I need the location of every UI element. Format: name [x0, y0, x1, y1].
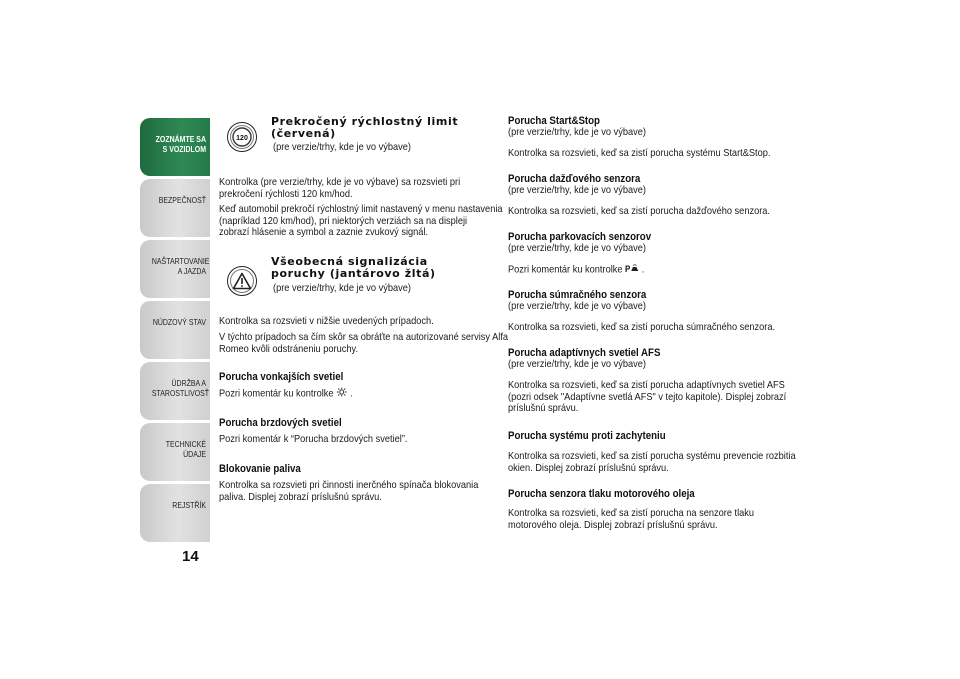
startstop-subtitle: (pre verzie/trhy, kde je vo výbave)	[508, 126, 646, 138]
dusk-sensor-heading: Porucha súmračného senzora	[508, 289, 647, 301]
general-warning-subtitle: (pre verzie/trhy, kde je vo výbave)	[273, 282, 411, 294]
speed-limit-title-line2: (červená)	[271, 127, 336, 140]
afs-heading: Porucha adaptívnych svetiel AFS	[508, 347, 661, 359]
afs-subtitle: (pre verzie/trhy, kde je vo výbave)	[508, 358, 646, 370]
tab-rejstrik[interactable]	[140, 484, 210, 542]
exterior-lights-heading: Porucha vonkajších svetiel	[219, 371, 344, 383]
tab-label: NÚDZOVÝ STAV	[152, 317, 206, 327]
text-line: zobrazí hlásenie a symbol a zaznie zvukový signál.	[219, 226, 429, 238]
text-line: (napríklad 120 km/hod), pri niektorých verziách sa na displeji	[219, 214, 468, 227]
tab-nudzovy-stav[interactable]	[140, 301, 210, 359]
general-warning-paragraph-2	[219, 332, 508, 355]
tab-nastartovanie[interactable]	[140, 240, 210, 298]
tab-label: ÚDRŽBA A STAROSTLIVOSŤ	[151, 378, 210, 398]
page-number: 14	[182, 548, 199, 565]
text-line: motorového oleja. Displej zobrazí príslušnú správu.	[508, 518, 718, 531]
startstop-text: Kontrolka sa rozsvieti, keď sa zistí porucha systému Start&Stop.	[508, 147, 771, 159]
oil-pressure-text	[508, 508, 754, 531]
text-line: Kontrolka sa rozsvieti, keď sa zistí porucha adaptívnych svetiel AFS	[508, 379, 785, 391]
text-line: Kontrolka sa rozsvieti v nižšie uvedených prípadoch.	[219, 315, 434, 327]
svg-text:P: P	[625, 263, 631, 273]
tab-label: TECHNICKÉ ÚDAJE	[165, 439, 206, 459]
oil-pressure-heading: Porucha senzora tlaku motorového oleja	[508, 488, 695, 500]
rain-sensor-subtitle: (pre verzie/trhy, kde je vo výbave)	[508, 184, 646, 196]
text-line: príslušnú správu.	[508, 402, 579, 414]
tab-label: NAŠTARTOVANIE A JAZDA	[151, 256, 210, 276]
general-warning-title	[271, 256, 436, 280]
brake-lights-heading: Porucha brzdových svetiel	[219, 417, 342, 429]
parking-sensors-heading: Porucha parkovacích senzorov	[508, 231, 652, 243]
parking-sensor-icon	[625, 263, 639, 277]
general-warning-title-line1: Všeobecná signalizácia	[271, 255, 428, 268]
text-line: (pozri odsek "Adaptívne svetlá AFS" v tejto kapitole). Displej zobrazí	[508, 390, 787, 403]
tab-udrzba[interactable]	[140, 362, 210, 420]
general-warning-triangle-icon	[227, 266, 257, 296]
dusk-sensor-text: Kontrolka sa rozsvieti, keď sa zistí porucha súmračného senzora.	[508, 321, 776, 333]
text-line: paliva. Displej zobrazí príslušnú správu.	[219, 490, 382, 503]
exterior-lights-text	[219, 387, 353, 401]
fuel-cutoff-heading: Blokovanie paliva	[219, 463, 301, 475]
general-warning-paragraph-1	[219, 316, 434, 328]
brake-lights-text: Pozri komentár k “Porucha brzdových svetiel”.	[219, 433, 408, 445]
tab-label: REJSTŘÍK	[172, 500, 206, 510]
tab-bezpecnost[interactable]	[140, 179, 210, 237]
text-line: okien. Displej zobrazí príslušnú správu.	[508, 461, 669, 474]
speed-limit-120-icon	[227, 122, 257, 152]
general-warning-title-line2: poruchy (jantárovo žltá)	[271, 267, 436, 280]
text-line: Romeo kvôli odstráneniu poruchy.	[219, 342, 359, 355]
text-fragment: Pozri komentár ku kontrolke	[219, 387, 334, 400]
text-line: Kontrolka sa rozsvieti pri činnosti inerčného spínača blokovania	[219, 479, 479, 491]
chapter-sidebar	[140, 118, 210, 545]
speed-limit-subtitle: (pre verzie/trhy, kde je vo výbave)	[273, 141, 411, 153]
text-line: Kontrolka sa rozsvieti, keď sa zistí porucha systému prevencie rozbitia	[508, 450, 796, 462]
antiroll-text	[508, 451, 796, 474]
tab-zoznamte-sa[interactable]	[140, 118, 210, 176]
afs-text	[508, 380, 786, 415]
fuel-cutoff-text	[219, 480, 478, 503]
speed-limit-title	[271, 116, 458, 140]
text-line: Kontrolka (pre verzie/trhy, kde je vo výbave) sa rozsvieti pri	[219, 176, 461, 188]
text-fragment: .	[641, 263, 645, 276]
parking-sensors-subtitle: (pre verzie/trhy, kde je vo výbave)	[508, 242, 646, 254]
speed-limit-paragraph-2	[219, 204, 503, 239]
text-fragment: .	[350, 387, 353, 400]
startstop-heading: Porucha Start&Stop	[508, 115, 600, 127]
speed-limit-title-line1: Prekročený rýchlostný limit	[271, 115, 459, 128]
rain-sensor-text: Kontrolka sa rozsvieti, keď sa zistí porucha dažďového senzora.	[508, 205, 771, 217]
rain-sensor-heading: Porucha dažďového senzora	[508, 173, 641, 185]
text-line: V týchto prípadoch sa čím skôr sa obráťte na autorizované servisy Alfa	[219, 331, 509, 343]
text-line: Keď automobil prekročí rýchlostný limit nastavený v menu nastavenia	[219, 203, 503, 215]
tab-technicke-udaje[interactable]	[140, 423, 210, 481]
tab-label: ZOZNÁMTE SA S VOZIDLOM	[155, 134, 206, 154]
speed-limit-paragraph-1	[219, 177, 460, 200]
antiroll-heading: Porucha systému proti zachyteniu	[508, 430, 666, 442]
dusk-sensor-subtitle: (pre verzie/trhy, kde je vo výbave)	[508, 300, 646, 312]
text-fragment: Pozri komentár ku kontrolke	[508, 263, 623, 276]
text-line: Kontrolka sa rozsvieti, keď sa zistí porucha na senzore tlaku	[508, 507, 755, 519]
text-line: prekročení rýchlosti 120 km/hod.	[219, 187, 353, 200]
svg-text:120: 120	[236, 135, 248, 142]
exterior-light-failure-icon	[336, 387, 347, 401]
parking-sensors-text	[508, 263, 644, 277]
tab-label: BEZPEČNOSŤ	[158, 195, 206, 205]
